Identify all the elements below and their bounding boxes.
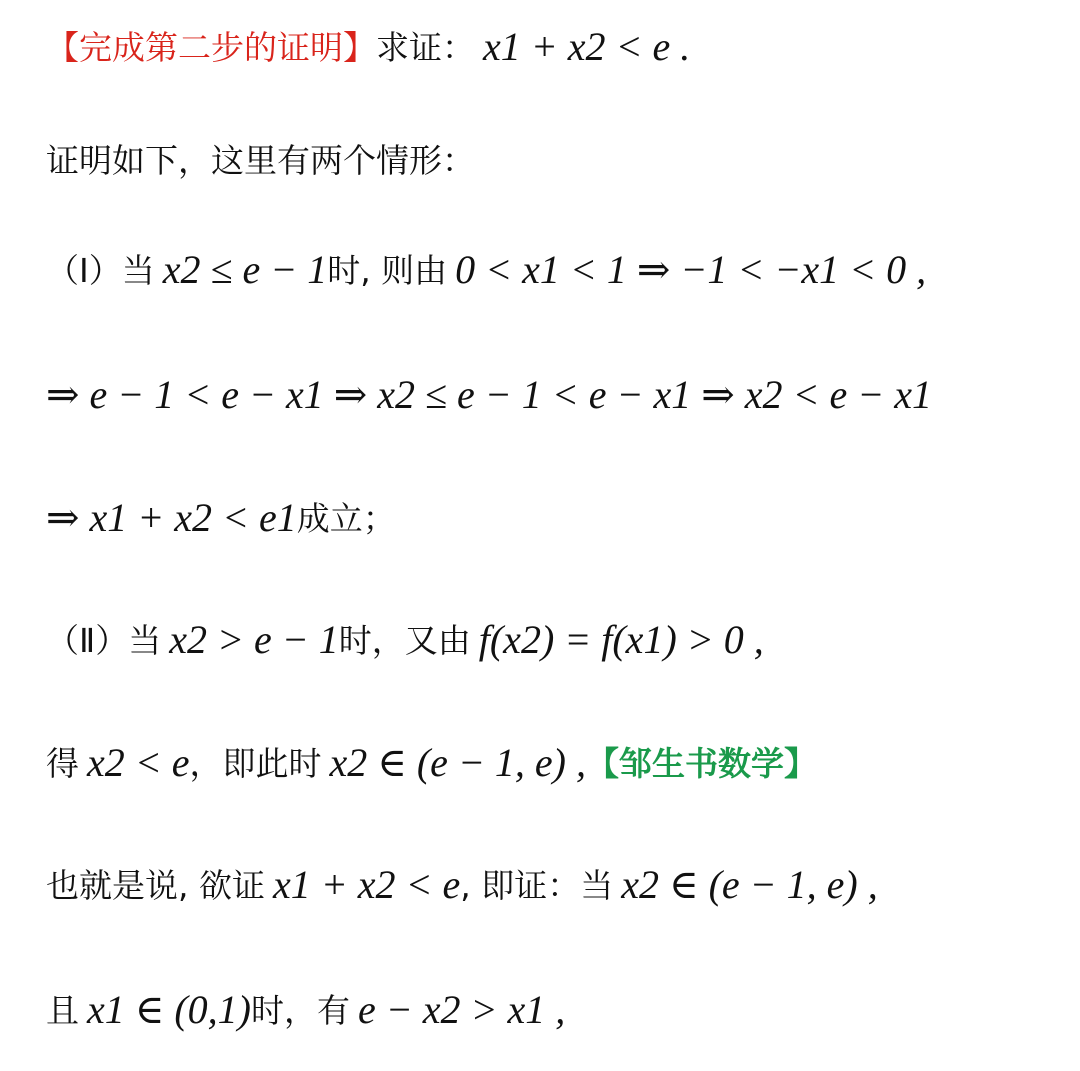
line-1-proof-goal bbox=[46, 12, 690, 82]
implication-chain: ⇒ e − 1 < e − x1 ⇒ x2 ≤ e − 1 < e − x1 ⇒ x2 < e − x1 bbox=[46, 372, 932, 417]
intro-text: 证明如下，这里有两个情形： bbox=[46, 140, 475, 180]
case-two-connector: 时，又由 bbox=[338, 620, 471, 660]
line-3-case-one bbox=[46, 235, 926, 305]
range-connector: ，即此时 bbox=[189, 743, 322, 783]
line-7-range bbox=[46, 728, 817, 798]
case-one-deduction: 0 < x1 < 1 ⇒ −1 < −x1 < 0 , bbox=[455, 247, 927, 292]
case-one-condition: x2 ≤ e − 1 bbox=[162, 247, 328, 292]
bound-x2: x2 < e bbox=[87, 740, 190, 785]
x2-interval: x2 ∈ (e − 1, e) , bbox=[329, 740, 587, 785]
and-prefix: 且 bbox=[46, 990, 79, 1030]
function-equality: f(x2) = f(x1) > 0 , bbox=[478, 617, 764, 662]
restated-goal: x1 + x2 < e bbox=[272, 862, 461, 907]
case-one-result: ⇒ x1 + x2 < e1 bbox=[46, 495, 297, 540]
line-4-chain bbox=[46, 360, 932, 430]
line-6-case-two bbox=[46, 605, 764, 675]
case-one-label: （Ⅰ）当 bbox=[46, 250, 155, 290]
goal-inequality: x1 + x2 < e . bbox=[483, 24, 691, 69]
restate-connector: , 即证：当 bbox=[460, 865, 614, 905]
holds-suffix: 成立； bbox=[296, 498, 396, 538]
case-one-connector: 时, 则由 bbox=[327, 250, 448, 290]
restate-prefix: 也就是说, 欲证 bbox=[46, 865, 265, 905]
author-watermark: 【邹生书数学】 bbox=[586, 743, 818, 783]
line-9-final-condition bbox=[46, 975, 565, 1045]
section-title-bracket: 【完成第二步的证明】 bbox=[46, 27, 376, 67]
final-inequality: e − x2 > x1 , bbox=[358, 987, 566, 1032]
obtain-prefix: 得 bbox=[46, 743, 79, 783]
line-2-intro bbox=[46, 125, 475, 195]
restated-interval: x2 ∈ (e − 1, e) , bbox=[621, 862, 878, 907]
case-two-label: （Ⅱ）当 bbox=[46, 620, 162, 660]
case-two-condition: x2 > e − 1 bbox=[169, 617, 339, 662]
prove-prefix: 求证： bbox=[376, 27, 475, 67]
line-5-conclusion-one bbox=[46, 483, 396, 553]
x1-interval: x1 ∈ (0,1) bbox=[87, 987, 252, 1032]
final-connector: 时，有 bbox=[251, 990, 351, 1030]
line-8-restate bbox=[46, 850, 878, 920]
